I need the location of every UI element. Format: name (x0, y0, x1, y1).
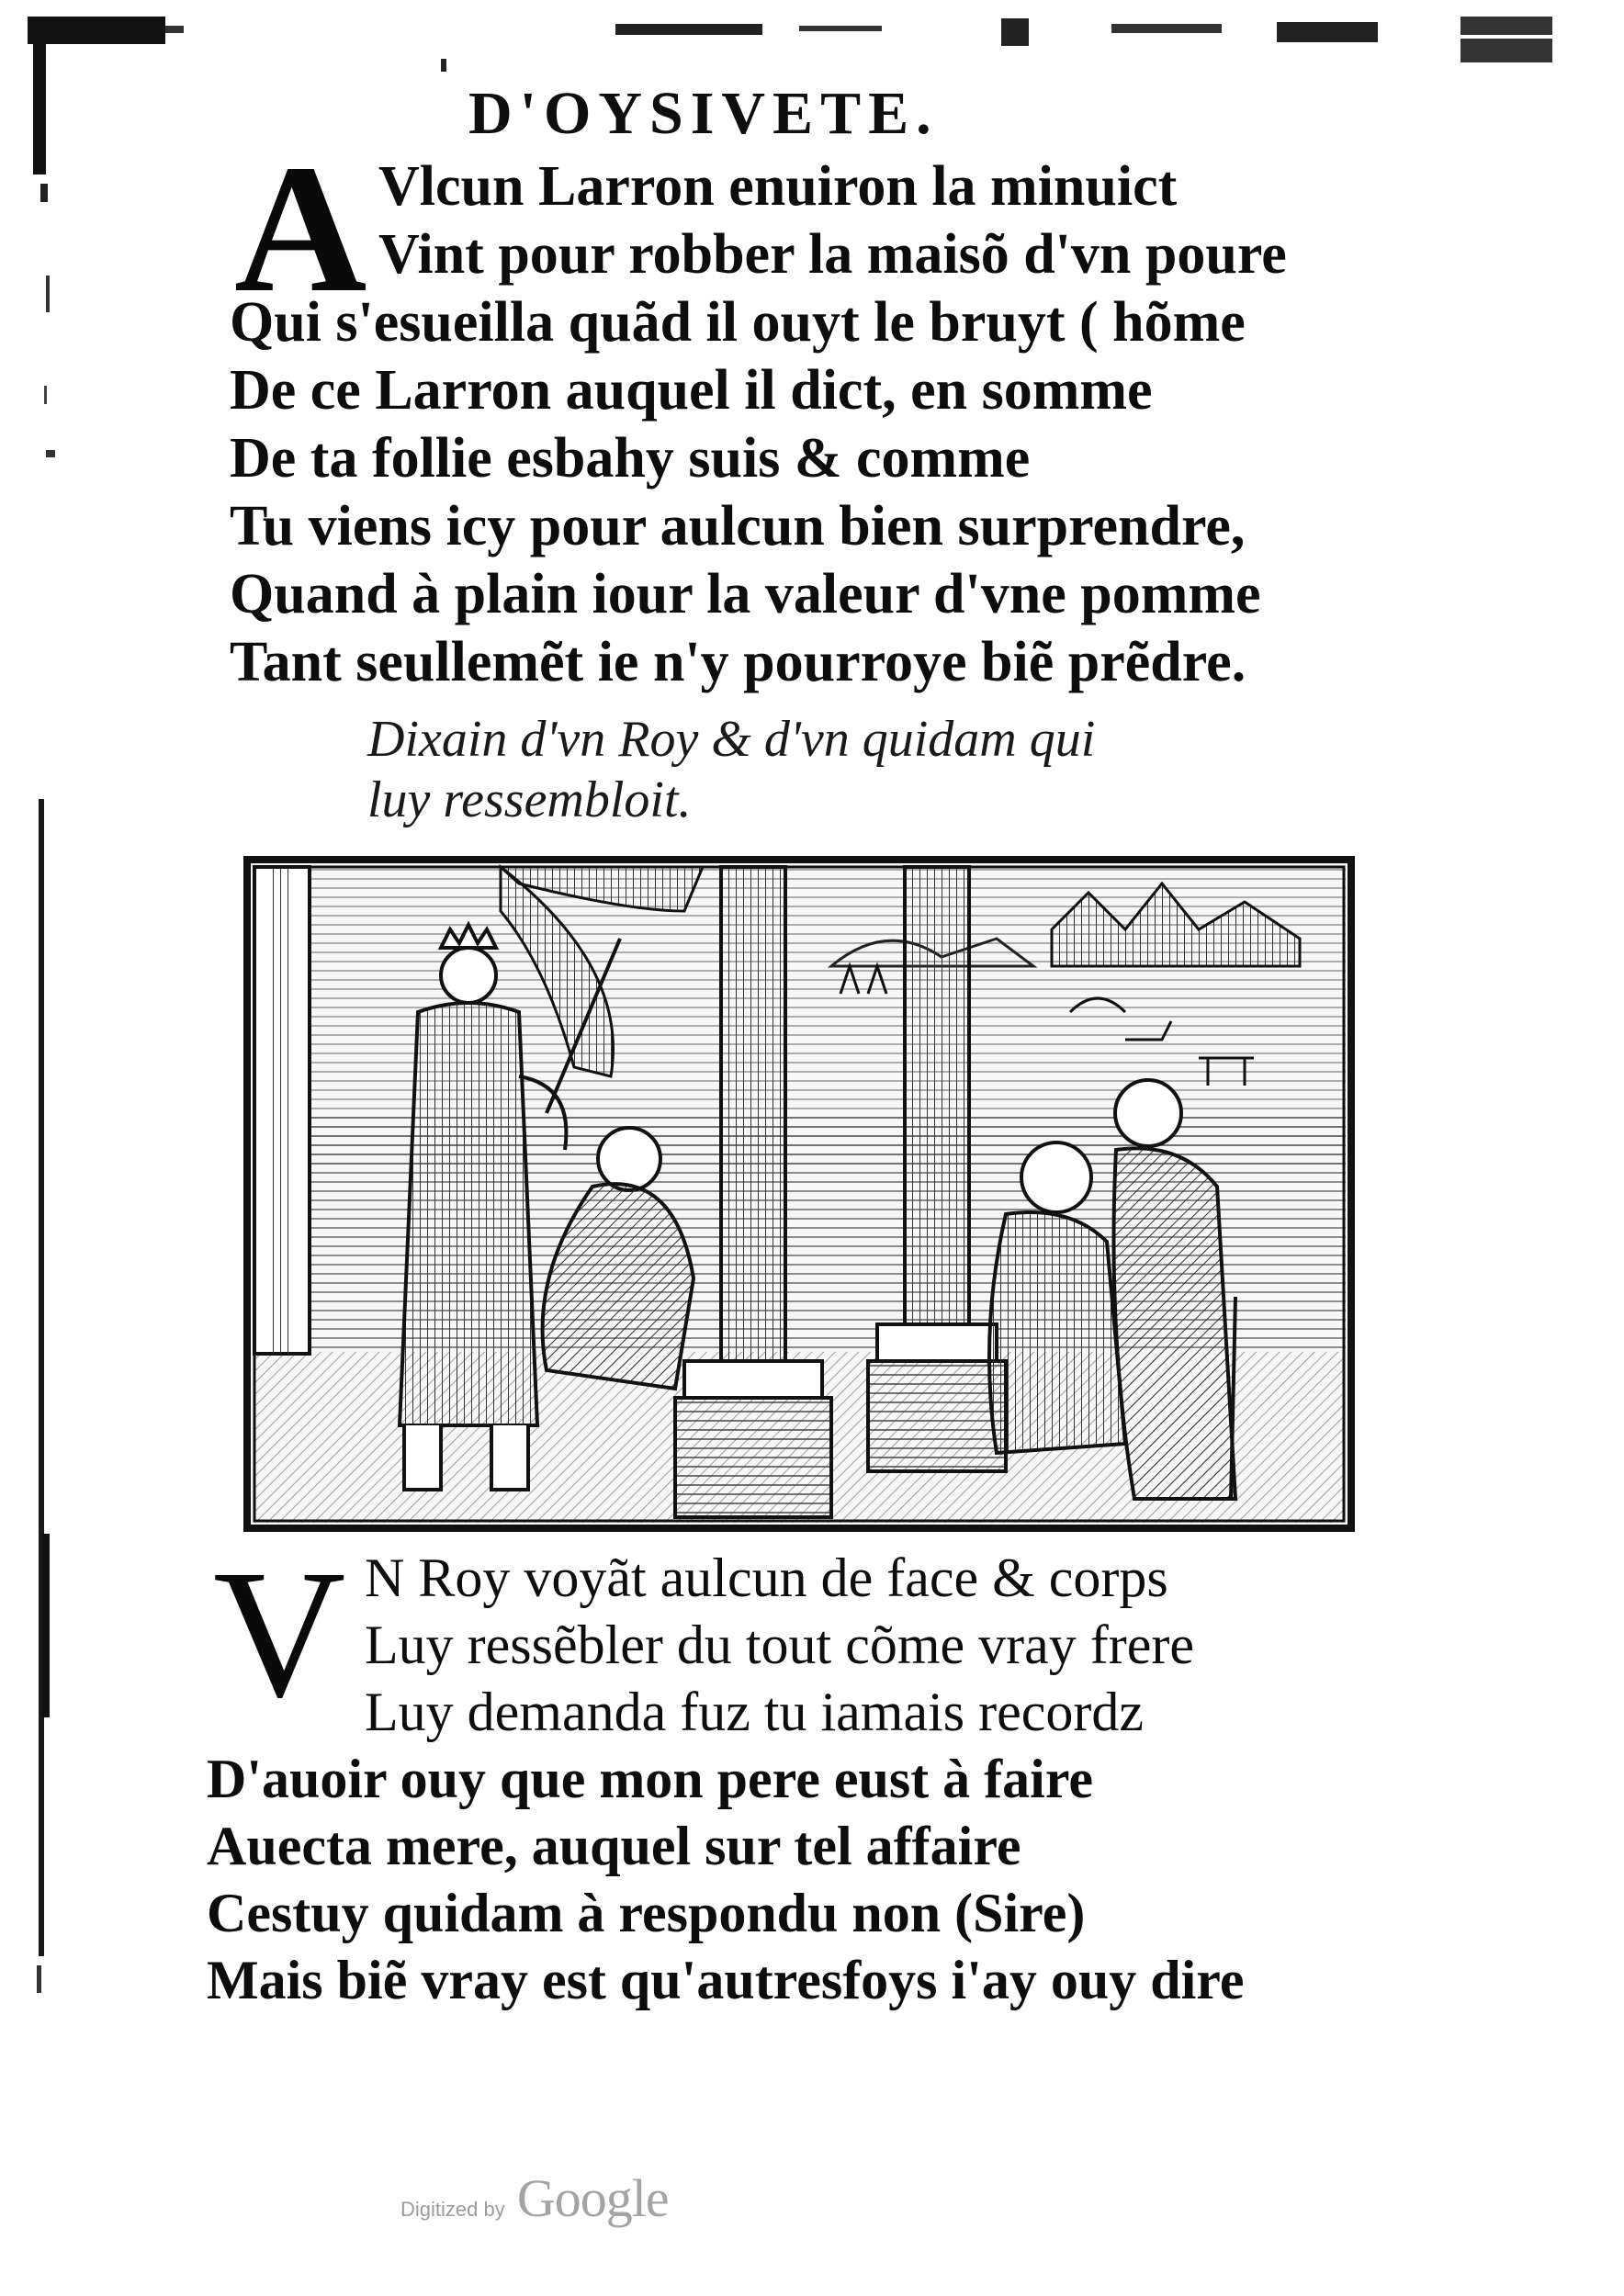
poem-line: D'auoir ouy que mon pere eust à faire (207, 1749, 1094, 1809)
dropcap-v: V (213, 1533, 346, 1736)
first-poem (230, 152, 1287, 696)
second-poem (207, 1533, 1245, 2014)
woodcut-icon (243, 856, 1355, 1532)
poem-line: Vlcun Larron enuiron la minuict (378, 155, 1178, 218)
dizain-heading-line-2: luy ressembloit. (367, 771, 692, 828)
poem-line: N Roy voyãt aulcun de face & corps (365, 1548, 1168, 1608)
dizain-heading (367, 709, 1095, 830)
poem-line: Tu viens icy pour aulcun bien surprendre, (230, 495, 1246, 557)
poem-line: Auecta mere, auquel sur tel affaire (207, 1816, 1021, 1876)
poem-line: De ce Larron auquel il dict, en somme (230, 359, 1153, 422)
digitized-by-label: Digitized by (400, 2198, 505, 2221)
poem-line: Cestuy quidam à respondu non (Sire) (207, 1883, 1086, 1943)
poem-line: Tant seullemẽt ie n'y pourroye biẽ prẽdre. (230, 631, 1246, 693)
woodcut-illustration (243, 856, 1355, 1532)
scan-top-noise (28, 17, 1589, 81)
poem-line: Luy demanda fuz tu iamais recordz (365, 1682, 1144, 1742)
poem-line: Quand à plain iour la valeur d'vne pomme (230, 563, 1261, 625)
poem-line: Luy ressẽbler du tout cõme vray frere (365, 1615, 1194, 1675)
dizain-heading-line-1: Dixain d'vn Roy & d'vn quidam qui (367, 711, 1096, 768)
poem-line: De ta follie esbahy suis & comme (230, 427, 1031, 490)
poem-line: Vint pour robber la maisõ d'vn poure (378, 223, 1287, 286)
dropcap-a: A (234, 128, 367, 331)
google-logo: Google (516, 2168, 669, 2228)
digitized-by-watermark (400, 2167, 669, 2228)
running-head: D'OYSIVETE. (468, 80, 939, 147)
poem-line: Mais biẽ vray est qu'autresfoys i'ay ouy dire (207, 1950, 1245, 2010)
scan-edge-smudge (28, 18, 75, 2002)
poem-line: Qui s'esueilla quãd il ouyt le bruyt ( hõme (230, 291, 1246, 354)
